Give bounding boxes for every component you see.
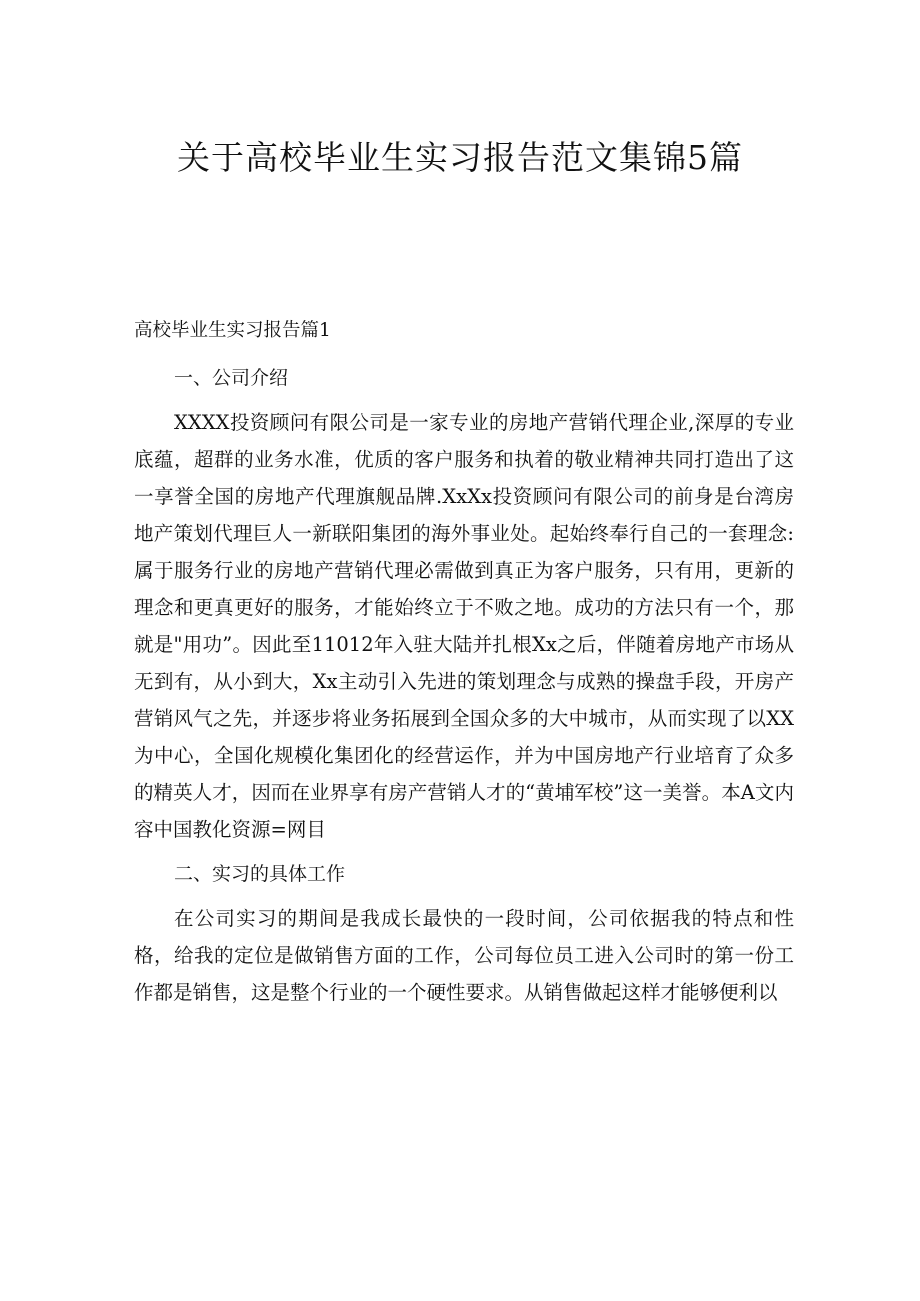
paragraph-company-intro: XXXX投资顾问有限公司是一家专业的房地产营销代理企业,深厚的专业底蕴，超群的业务水准，优质的客户服务和执着的敬业精神共同打造出了这一享誉全国的房地产代理旗舰品牌.XxXx投资顾问有限公司的前身是台湾房地产策划代理巨人一新联阳集团的海外事业处。起始终奉行自己的一套理念:属于服务行业的房地产营销代理必需做到真正为客户服务，只有用，更新的理念和更真更好的服务，才能始终立于不败之地。成功的方法只有一个，那就是"用功”。因此至11012年入驻大陆并扎根Xx之后，伴随着房地产市场从无到有，从小到大，Xx主动引入先进的策划理念与成熟的操盘手段，开房产营销风气之先，并逐步将业务拓展到全国众多的大中城市，从而实现了以XX为中心，全国化规模化集团化的经营运作，并为中国房地产行业培育了众多的精英人才，因而在业界享有房产营销人才的“黄埔军校”这一美誉。本A文内容中国教化资源=网目 (134, 411, 794, 841)
section-heading-company-intro: 一、公司介绍 (174, 367, 289, 389)
report-title: 高校毕业生实习报告篇1 (134, 320, 331, 341)
document-body (134, 360, 794, 1011)
document-title: 关于高校毕业生实习报告范文集锦5篇 (177, 138, 743, 177)
paragraph-internship-work: 在公司实习的期间是我成长最快的一段时间，公司依据我的特点和性格，给我的定位是做销售方面的工作，公司每位员工进入公司时的第一份工作都是销售，这是整个行业的一个硬性要求。从销售做起这样才能够便利以 (134, 907, 794, 1004)
section-heading-internship-work: 二、实习的具体工作 (174, 863, 346, 885)
